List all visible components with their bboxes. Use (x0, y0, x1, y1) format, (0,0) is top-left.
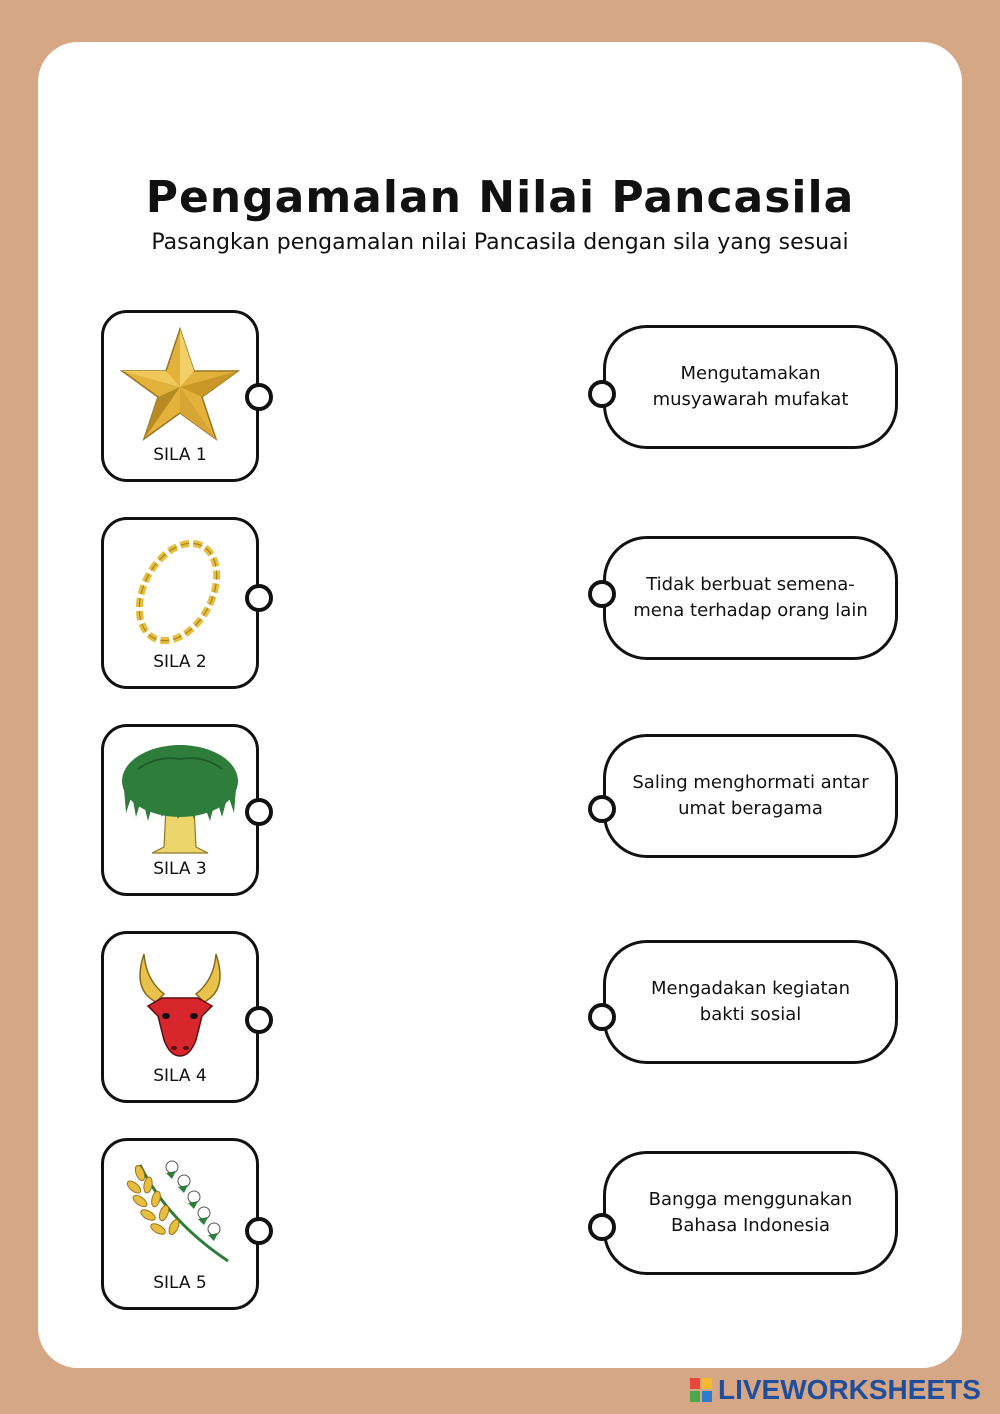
sila-label: SILA 4 (153, 1066, 207, 1086)
statement-3-connector[interactable] (588, 795, 616, 823)
sila-1-connector[interactable] (245, 383, 273, 411)
statement-card-1 (603, 325, 898, 449)
sila-3-connector[interactable] (245, 798, 273, 826)
brand-name: LIVEWORKSHEETS (718, 1374, 981, 1405)
liveworksheets-brand[interactable] (690, 1374, 981, 1406)
statement-text: Mengadakan kegiatan bakti sosial (650, 978, 850, 1025)
bull-head-icon (118, 944, 242, 1064)
statement-text: Saling menghormati antar umat beragama (632, 772, 869, 819)
sila-card-1 (101, 310, 259, 482)
statement-card-5 (603, 1151, 898, 1275)
page-title: Pengamalan Nilai Pancasila (145, 172, 855, 223)
sila-label: SILA 1 (153, 445, 207, 465)
statement-card-4 (603, 940, 898, 1064)
statement-2-connector[interactable] (588, 580, 616, 608)
banyan-tree-icon (118, 737, 242, 857)
sila-5-connector[interactable] (245, 1217, 273, 1245)
statement-4-connector[interactable] (588, 1003, 616, 1031)
sila-card-4 (101, 931, 259, 1103)
statement-text: Bangga menggunakan Bahasa Indonesia (648, 1189, 853, 1236)
star-icon (118, 323, 242, 443)
sila-label: SILA 3 (153, 859, 207, 879)
sila-card-2 (101, 517, 259, 689)
statement-card-3 (603, 734, 898, 858)
page-subtitle: Pasangkan pengamalan nilai Pancasila dengan sila yang sesuai (151, 230, 849, 255)
sila-2-connector[interactable] (245, 584, 273, 612)
statement-5-connector[interactable] (588, 1213, 616, 1241)
rice-cotton-icon (118, 1151, 242, 1271)
statement-card-2 (603, 536, 898, 660)
sila-label: SILA 5 (153, 1273, 207, 1293)
sila-label: SILA 2 (153, 652, 207, 672)
sila-card-3 (101, 724, 259, 896)
liveworksheets-logo-icon (690, 1378, 712, 1402)
statement-1-connector[interactable] (588, 380, 616, 408)
chain-icon (118, 530, 242, 650)
statement-text: Tidak berbuat semena-mena terhadap orang lain (633, 574, 868, 621)
sila-card-5 (101, 1138, 259, 1310)
sila-4-connector[interactable] (245, 1006, 273, 1034)
statement-text: Mengutamakan musyawarah mufakat (652, 363, 849, 410)
